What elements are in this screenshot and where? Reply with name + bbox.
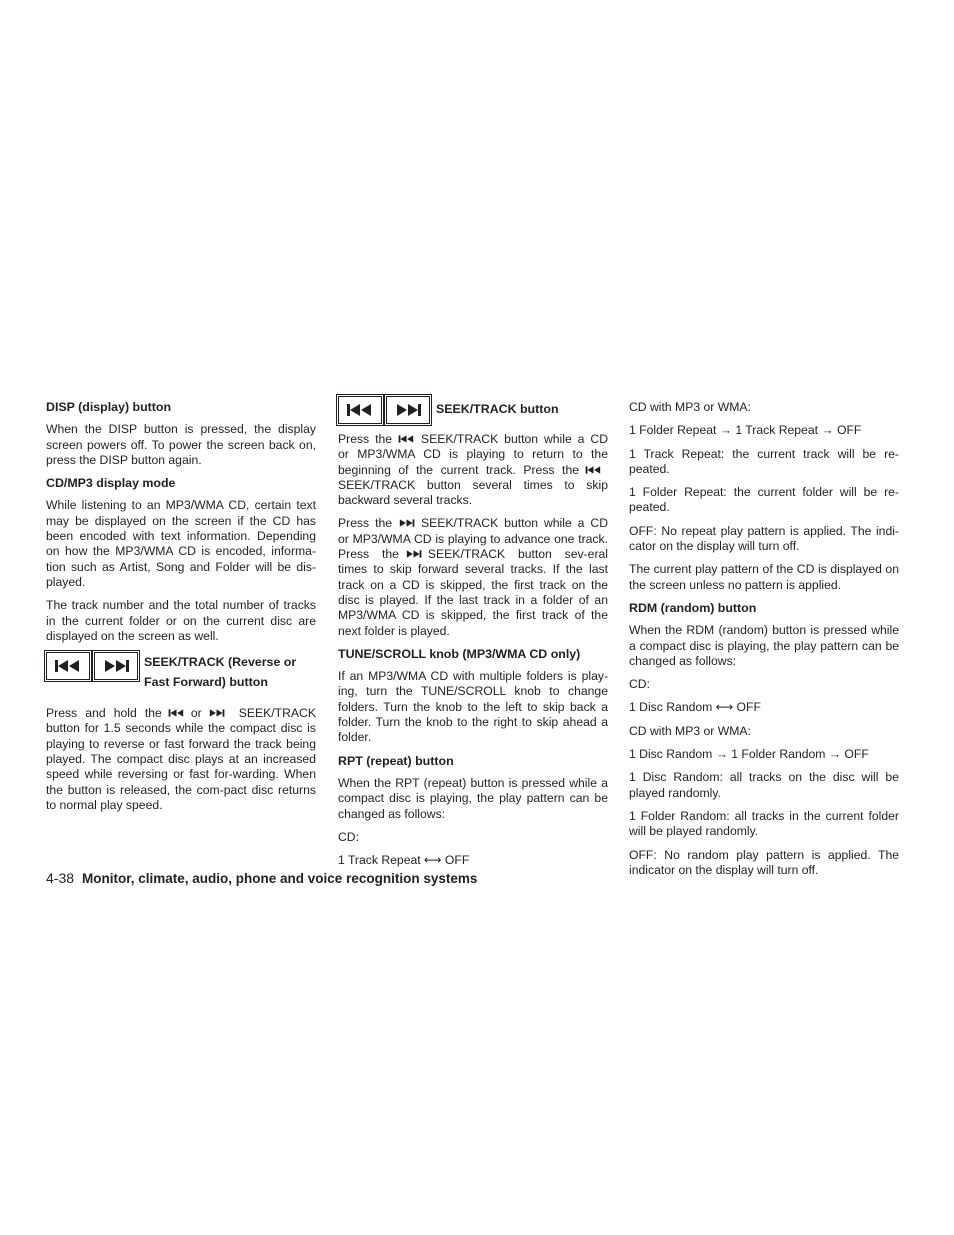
cdmp3-text: While listening to an MP3/WMA CD, certain text may be displayed on the screen if the CD has been encoded with text information. Depending on how the MP3/WMA CD is encoded, informa-tion such as Artist, Song and Folder will be dis-played. <box>46 498 316 589</box>
seek-track-label: SEEK/TRACK button <box>436 402 559 416</box>
seek-forward-icon <box>398 518 415 528</box>
rpt-heading: RPT (repeat) button <box>338 753 454 768</box>
page-number: 4-38 <box>46 870 75 886</box>
rdm-mp3-label: CD with MP3 or WMA: <box>629 723 751 738</box>
disp-heading: DISP (display) button <box>46 400 172 414</box>
rpt-cd-label: CD: <box>338 829 359 844</box>
seek-reverse-ff-label: SEEK/TRACK (Reverse or Fast Forward) button <box>144 655 297 690</box>
page-footer <box>46 870 477 886</box>
folder-repeat-desc: 1 Folder Repeat: the current folder will be re-peated. <box>629 485 899 515</box>
folder-random-desc: 1 Folder Random: all tracks in the current folder will be played randomly. <box>629 808 899 839</box>
current-pattern-desc: The current play pattern of the CD is displayed on the screen unless no pattern is applied. <box>629 562 899 592</box>
track-repeat-desc: 1 Track Repeat: the current track will be re-peated. <box>629 446 899 476</box>
track-text: The track number and the total number of tracks in the current folder or on the current disc are displayed on the screen as well. <box>46 598 316 643</box>
seek-back-icon <box>398 434 415 444</box>
rdm-text: When the RDM (random) button is pressed while a compact disc is playing, the play pattern can be changed as follows: <box>629 623 899 668</box>
rdm-cd-pattern: 1 Disc Random ⟷ OFF <box>629 700 761 715</box>
tune-text: If an MP3/WMA CD with multiple folders is play-ing, turn the TUNE/SCROLL knob to change folders. Turn the knob to the left to skip back a folder. Turn the knob to the right to skip ahead a folder. <box>338 669 608 745</box>
rpt-mp3-label: CD with MP3 or WMA: <box>629 400 751 414</box>
tune-heading: TUNE/SCROLL knob (MP3/WMA CD only) <box>338 646 581 661</box>
seek-reverse-ff-heading <box>46 652 316 692</box>
column-1 <box>46 400 316 821</box>
seek-track-heading <box>338 396 608 424</box>
cdmp3-heading: CD/MP3 display mode <box>46 476 176 491</box>
disp-text: When the DISP button is pressed, the display screen powers off. To power the screen back on, press the DISP button again. <box>46 422 316 467</box>
seek-back-icon <box>585 465 602 475</box>
rpt-cd-pattern: 1 Track Repeat ⟷ OFF <box>338 853 470 868</box>
column-2 <box>338 396 608 876</box>
seek-forward-icon <box>405 549 422 559</box>
section-title: Monitor, climate, audio, phone and voice recognition systems <box>82 871 478 886</box>
seek-forward-icon <box>208 708 225 718</box>
column-3 <box>629 400 899 886</box>
seek-forward-icon <box>94 652 138 680</box>
disc-random-desc: 1 Disc Random: all tracks on the disc will be played randomly. <box>629 770 899 800</box>
rpt-text: When the RPT (repeat) button is pressed while a compact disc is playing, the play pattern can be changed as follows: <box>338 775 608 821</box>
off-random-desc: OFF: No random play pattern is applied. The indicator on the display will turn off. <box>629 847 899 877</box>
seek-forward-text: Press the SEEK/TRACK button while a CD or MP3/WMA CD is playing to advance one track. Press the SEEK/TRACK button sev-eral times to skip forward several tracks. If the last track on a CD is skipped, the first track on the disc is played. If the last track in a folder of an MP3/WMA CD is skipped, the first track of the next folder is played. <box>338 516 608 638</box>
seek-back-text: Press the SEEK/TRACK button while a CD or MP3/WMA CD is playing to return to the beginning of the current track. Press the SEEK/TRACK button several times to skip backward several tracks. <box>338 432 608 508</box>
rdm-cd-label: CD: <box>629 677 650 692</box>
seek-forward-icon <box>386 396 430 424</box>
seek-back-icon <box>46 652 90 680</box>
seek-back-icon <box>168 708 185 718</box>
rdm-mp3-pattern: 1 Disc Random → 1 Folder Random → OFF <box>629 747 869 762</box>
seek-back-icon <box>338 396 382 424</box>
rdm-heading: RDM (random) button <box>629 600 757 615</box>
off-repeat-desc: OFF: No repeat play pattern is applied. The indi-cator on the display will turn off. <box>629 523 899 554</box>
rpt-mp3-pattern: 1 Folder Repeat → 1 Track Repeat → OFF <box>629 423 862 438</box>
press-hold-text: Press and hold the or SEEK/TRACK button for 1.5 seconds while the compact disc is playing to reverse or fast forward the track being played. The compact disc plays at an increased speed while reversing or fast for-warding. When the button is released, the com-pact disc returns to normal play speed. <box>46 706 316 812</box>
